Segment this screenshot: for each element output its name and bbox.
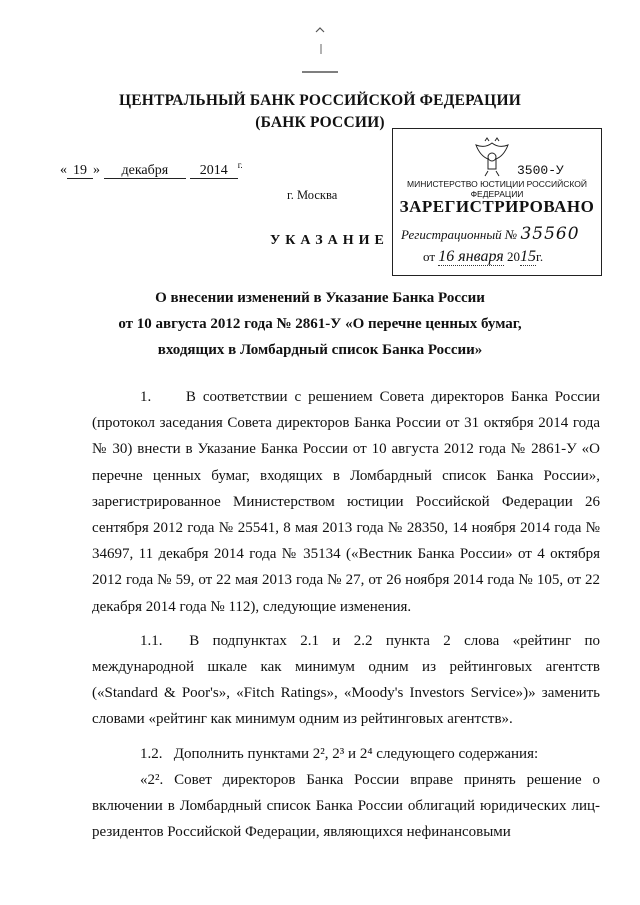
bank-short-name: (БАНК РОССИИ)	[255, 114, 385, 131]
date-month: декабря	[104, 163, 187, 179]
registration-date-line	[423, 248, 543, 266]
document-date	[60, 160, 243, 179]
city: г. Москва	[287, 188, 338, 202]
registration-number-line	[401, 224, 580, 244]
paragraph-1-2: 1.2. Дополнить пунктами 2², 2³ и 2⁴ следующего содержания:	[140, 745, 539, 762]
paragraph-2-2: «2². Совет директоров Банка России вправе принять решение о включении в Ломбардный список Банка России облигаций юридических лиц-резидентов Российской Федерации, являющихся нефинансовыми	[92, 771, 600, 841]
paragraph-1: 1. В соответствии с решением Совета директоров Банка России (протокол заседания Совета директоров Банка России от 31 октября 2014 года № 30) внести в Указание Банка России от 10 августа 2012 года № 2861-У «О перечне ценных бумаг, входящих в Ломбардный список Банка России», зарегистрированное Министерством юстиции Российской Федерации 26 сентября 2012 года № 25541, 8 мая 2013 года № 28350, 14 ноября 2014 года № 34697, 11 декабря 2014 года № 35134 («Вестник Банка России» от 4 октября 2012 года № 59, от 22 мая 2013 года № 27, от 26 ноября 2014 года № 105, от 22 декабря 2014 года № 112), следующие изменения.	[92, 389, 600, 615]
ministry-name: МИНИСТЕРСТВО ЮСТИЦИИ РОССИЙСКОЙ ФЕДЕРАЦИИ	[407, 179, 587, 199]
document-type: УКАЗАНИЕ	[270, 233, 389, 248]
date-day: 19	[67, 163, 93, 179]
title-line-2: от 10 августа 2012 года № 2861-У «О перечне ценных бумаг,	[118, 316, 522, 332]
date-open-quote: «	[60, 162, 67, 178]
reg-year-suffix: г.	[535, 249, 544, 264]
emblem-mark	[300, 14, 340, 76]
reg-label: Регистрационный №	[401, 227, 518, 242]
reg-date-prefix: от	[423, 249, 436, 264]
reg-year-prefix: 20	[506, 249, 520, 264]
paragraph-1-1: 1.1. В подпунктах 2.1 и 2.2 пункта 2 слова «рейтинг по международной шкале как минимум одним из рейтинговых агентств («Standard & Poor's», «Fitch Ratings», «Moody's Investors Service»)» заменить словами «рейтинг как минимум одним из рейтинговых агентств».	[92, 632, 600, 728]
stamp-number: 3500-У	[517, 163, 564, 178]
document-body	[92, 384, 600, 845]
date-suffix: г.	[237, 160, 243, 170]
date-year: 2014	[190, 163, 238, 179]
registration-stamp	[392, 128, 602, 276]
title-line-3: входящих в Ломбардный список Банка России»	[157, 342, 483, 358]
reg-number-handwritten: 35560	[520, 224, 580, 244]
registered-label: ЗАРЕГИСТРИРОВАНО	[399, 197, 595, 216]
eagle-icon	[473, 137, 511, 177]
reg-year-handwritten: 15	[519, 248, 536, 265]
bank-name: ЦЕНТРАЛЬНЫЙ БАНК РОССИЙСКОЙ ФЕДЕРАЦИИ	[119, 92, 521, 109]
date-close-quote: »	[93, 162, 100, 178]
reg-date-handwritten: 16 января	[438, 248, 504, 265]
title-line-1: О внесении изменений в Указание Банка России	[155, 290, 485, 306]
